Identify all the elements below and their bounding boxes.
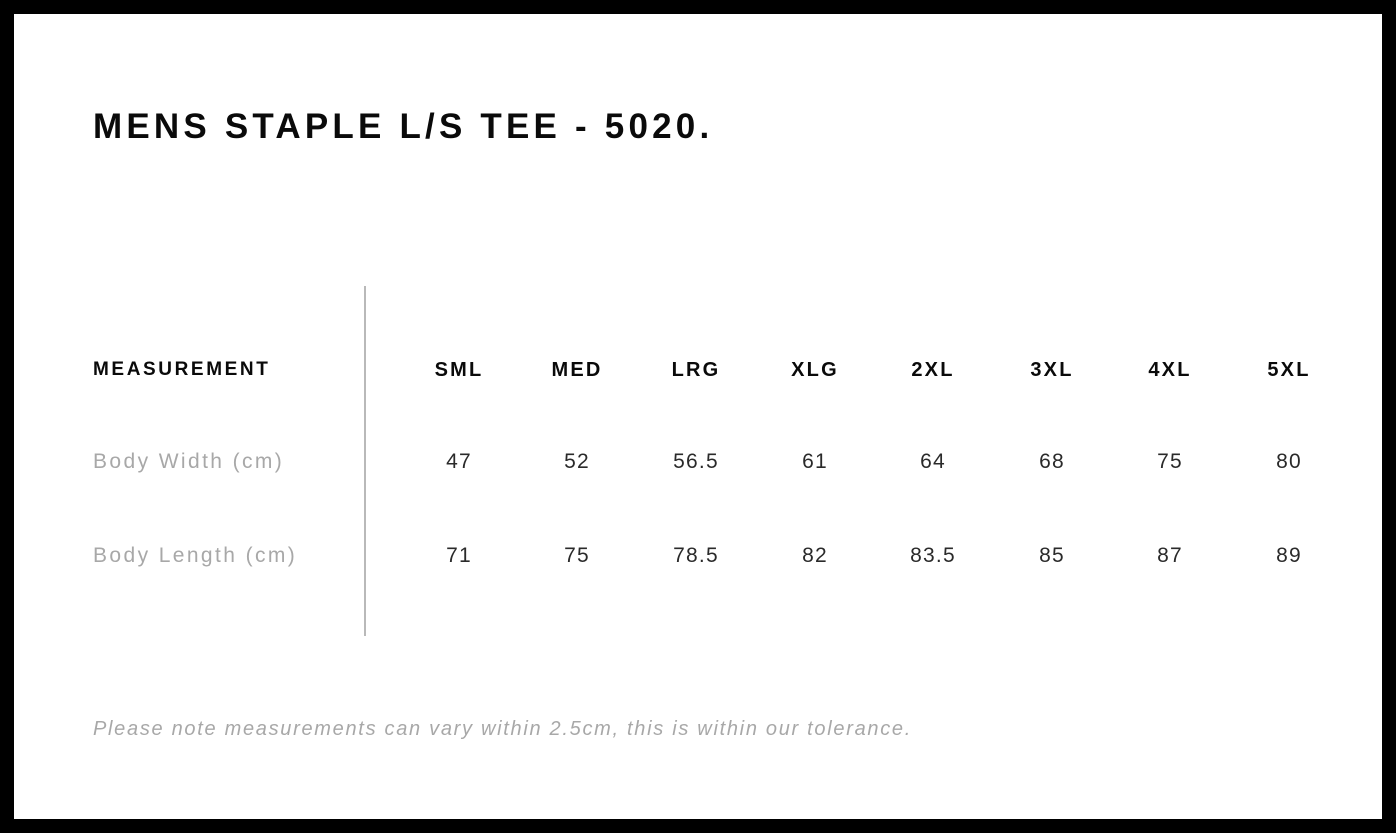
cell-body-width-2xl: 64 — [920, 450, 946, 473]
row-label-body-length: Body Length (cm) — [93, 544, 298, 567]
cell-body-width-med: 52 — [564, 450, 590, 473]
column-header-size-xlg: XLG — [791, 359, 839, 381]
column-header-size-3xl: 3XL — [1030, 359, 1074, 381]
column-header-size-2xl: 2XL — [911, 359, 955, 381]
cell-body-length-xlg: 82 — [802, 544, 828, 567]
page-title: MENS STAPLE L/S TEE - 5020. — [93, 107, 714, 146]
column-header-size-lrg: LRG — [671, 359, 721, 381]
row-label-body-width: Body Width (cm) — [93, 450, 285, 473]
cell-body-length-3xl: 85 — [1039, 544, 1065, 567]
cell-body-length-sml: 71 — [446, 544, 472, 567]
cell-body-length-4xl: 87 — [1157, 544, 1183, 567]
cell-body-width-4xl: 75 — [1157, 450, 1183, 473]
cell-body-width-3xl: 68 — [1039, 450, 1065, 473]
cell-body-length-5xl: 89 — [1276, 544, 1302, 567]
cell-body-length-lrg: 78.5 — [673, 544, 719, 567]
column-header-measurement: MEASUREMENT — [93, 359, 271, 380]
column-header-size-4xl: 4XL — [1148, 359, 1192, 381]
cell-body-width-5xl: 80 — [1276, 450, 1302, 473]
column-header-size-sml: SML — [434, 359, 484, 381]
cell-body-width-xlg: 61 — [802, 450, 828, 473]
column-header-size-med: MED — [551, 359, 603, 381]
tolerance-note: Please note measurements can vary within 2.5cm, this is within our tolerance. — [93, 718, 912, 740]
size-chart-table — [14, 14, 1382, 819]
size-chart-card — [14, 14, 1382, 819]
cell-body-width-lrg: 56.5 — [673, 450, 719, 473]
cell-body-length-med: 75 — [564, 544, 590, 567]
cell-body-width-sml: 47 — [446, 450, 472, 473]
cell-body-length-2xl: 83.5 — [910, 544, 956, 567]
column-header-size-5xl: 5XL — [1267, 359, 1311, 381]
